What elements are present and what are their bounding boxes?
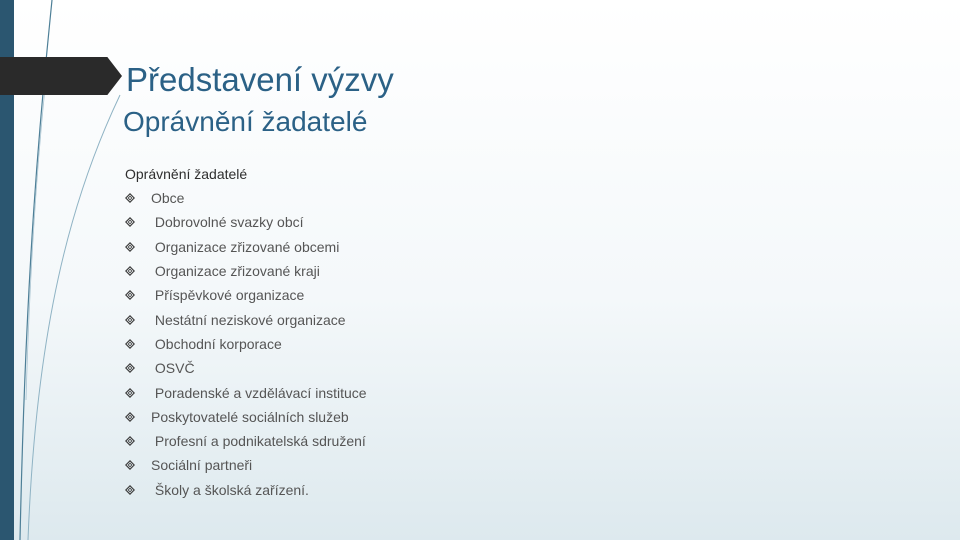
applicant-list [125,186,367,502]
list-item [125,259,367,283]
diamond-outline-icon [125,242,135,252]
diamond-outline-icon [125,290,135,300]
list-item-label: Poskytovatelé sociálních služeb [151,408,349,425]
diamond-outline-icon [125,485,135,495]
list-item-label: Dobrovolné svazky obcí [151,214,304,231]
diamond-outline-icon [125,339,135,349]
diamond-outline-icon [125,266,135,276]
slide-subtitle: Oprávnění žadatelé [123,106,368,137]
list-item [125,478,367,502]
diamond-outline-icon [125,193,135,203]
list-item [125,235,367,259]
diamond-outline-icon [125,436,135,446]
diamond-outline-icon [125,363,135,373]
list-item-label: Organizace zřizované kraji [151,263,320,280]
list-item-label: Organizace zřizované obcemi [151,238,340,255]
list-item-label: Nestátní neziskové organizace [151,311,346,328]
diamond-outline-icon [125,412,135,422]
list-item [125,332,367,356]
list-item [125,186,367,210]
list-item [125,405,367,429]
list-item-label: Poradenské a vzdělávací instituce [151,384,367,401]
list-item [125,283,367,307]
list-item [125,210,367,234]
list-item-label: Příspěvkové organizace [151,287,305,304]
diamond-outline-icon [125,315,135,325]
list-item-label: Obce [151,190,185,207]
list-item [125,307,367,331]
list-item [125,453,367,477]
list-item [125,380,367,404]
diamond-outline-icon [125,460,135,470]
slide-title: Představení výzvy [126,61,394,98]
list-item-label: Sociální partneři [151,457,253,474]
list-item-label: OSVČ [151,360,195,377]
list-item [125,356,367,380]
list-item-label: Profesní a podnikatelská sdružení [151,433,366,450]
title-tab-marker [0,57,122,95]
list-item-label: Školy a školská zařízení. [151,481,309,498]
list-item [125,429,367,453]
list-item-label: Obchodní korporace [151,335,282,352]
diamond-outline-icon [125,388,135,398]
section-heading: Oprávnění žadatelé [125,166,248,182]
diamond-outline-icon [125,217,135,227]
